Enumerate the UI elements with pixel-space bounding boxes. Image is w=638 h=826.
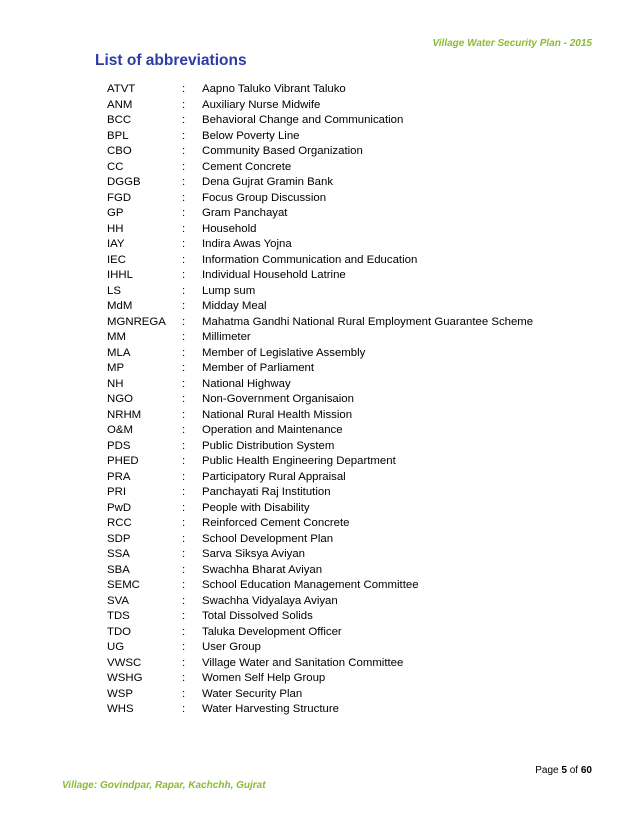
abbreviation-term: MdM	[107, 300, 133, 312]
abbreviation-term: TDS	[107, 610, 130, 622]
abbreviation-definition: Operation and Maintenance	[202, 424, 343, 436]
abbreviation-separator: :	[182, 362, 186, 374]
abbreviation-definition: Village Water and Sanitation Committee	[202, 656, 404, 669]
abbreviation-term: SVA	[107, 594, 129, 607]
abbreviation-definition: Aapno Taluko Vibrant Taluko	[202, 83, 346, 95]
abbreviation-separator: :	[182, 563, 186, 576]
abbreviation-separator: :	[182, 284, 186, 297]
abbreviation-definition: Dena Gujrat Gramin Bank	[202, 176, 334, 188]
abbreviation-term: IEC	[107, 253, 126, 266]
abbreviation-separator: :	[182, 594, 186, 607]
abbreviation-term: PRA	[107, 470, 131, 483]
abbreviation-definition: Taluka Development Officer	[202, 625, 342, 638]
abbreviation-separator: :	[182, 129, 186, 142]
abbreviation-term: IAY	[107, 238, 125, 250]
abbreviation-term: O&M	[107, 424, 133, 436]
abbreviation-separator: :	[182, 331, 186, 343]
abbreviation-definition: Below Poverty Line	[202, 129, 300, 142]
page-prefix: Page	[535, 765, 562, 776]
abbreviation-separator: :	[182, 703, 186, 715]
section-title: List of abbreviations	[95, 52, 247, 69]
abbreviation-definition: Midday Meal	[202, 300, 267, 312]
abbreviation-separator: :	[182, 641, 186, 653]
abbreviation-separator: :	[182, 532, 186, 545]
abbreviation-definition: Panchayati Raj Institution	[202, 486, 331, 498]
page-of: of	[566, 765, 581, 776]
abbreviation-definition: Water Harvesting Structure	[202, 703, 339, 715]
abbreviation-separator: :	[182, 83, 186, 95]
abbreviation-separator: :	[182, 579, 186, 591]
abbreviation-separator: :	[182, 176, 186, 188]
abbreviation-definition: School Development Plan	[202, 532, 334, 545]
abbreviation-term: MGNREGA	[107, 315, 166, 328]
abbreviation-term: SEMC	[107, 579, 140, 591]
abbreviation-term: NRHM	[107, 408, 142, 421]
abbreviation-term: PHED	[107, 455, 139, 467]
abbreviation-term: FGD	[107, 191, 132, 204]
abbreviation-term: TDO	[107, 625, 132, 638]
abbreviation-term: UG	[107, 641, 125, 653]
abbreviation-separator: :	[182, 517, 186, 529]
abbreviation-term: GP	[107, 207, 124, 219]
abbreviation-definition: People with Disability	[202, 501, 310, 514]
abbreviation-separator: :	[182, 346, 186, 359]
abbreviation-definition: Member of Parliament	[202, 362, 315, 374]
abbreviation-separator: :	[182, 114, 186, 126]
abbreviation-separator: :	[182, 300, 186, 312]
abbreviation-separator: :	[182, 238, 186, 250]
abbreviation-definition: Behavioral Change and Communication	[202, 114, 404, 126]
abbreviation-separator: :	[182, 548, 186, 560]
abbreviation-definition: Auxiliary Nurse Midwife	[202, 98, 321, 111]
abbreviation-separator: :	[182, 222, 186, 235]
abbreviation-separator: :	[182, 408, 186, 421]
abbreviation-separator: :	[182, 253, 186, 266]
abbreviation-definition: Indira Awas Yojna	[202, 238, 292, 250]
abbreviation-separator: :	[182, 145, 186, 157]
abbreviation-definition: Lump sum	[202, 284, 256, 297]
abbreviation-definition: Participatory Rural Appraisal	[202, 470, 346, 483]
abbreviation-separator: :	[182, 486, 186, 498]
abbreviation-term: WSHG	[107, 672, 143, 684]
abbreviation-definition: Information Communication and Education	[202, 253, 418, 266]
abbreviation-definition: Cement Concrete	[202, 160, 292, 173]
abbreviation-term: PwD	[107, 501, 132, 514]
abbreviation-definition: Total Dissolved Solids	[202, 610, 313, 622]
abbreviation-definition: School Education Management Committee	[202, 579, 419, 591]
abbreviation-definition: Women Self Help Group	[202, 672, 326, 684]
abbreviation-term: MP	[107, 362, 125, 374]
abbreviation-definition: User Group	[202, 641, 261, 653]
abbreviation-definition: Reinforced Cement Concrete	[202, 517, 350, 529]
abbreviation-term: RCC	[107, 517, 132, 529]
abbreviation-definition: Member of Legislative Assembly	[202, 346, 366, 359]
abbreviation-term: NGO	[107, 393, 133, 405]
abbreviation-term: ATVT	[107, 83, 136, 95]
abbreviation-definition: Millimeter	[202, 331, 251, 343]
abbreviation-definition: National Rural Health Mission	[202, 408, 353, 421]
abbreviation-separator: :	[182, 687, 186, 700]
page-total: 60	[580, 765, 592, 776]
abbreviation-term: DGGB	[107, 176, 141, 188]
abbreviation-term: IHHL	[107, 269, 133, 281]
abbreviation-term: BPL	[107, 129, 129, 142]
abbreviation-term: SBA	[107, 563, 130, 576]
abbreviation-separator: :	[182, 160, 186, 173]
abbreviation-separator: :	[182, 455, 186, 467]
abbreviation-separator: :	[182, 470, 186, 483]
page-current: 5	[561, 765, 567, 776]
abbreviation-definition: National Highway	[202, 377, 291, 390]
abbreviation-definition: Sarva Siksya Aviyan	[202, 548, 305, 560]
abbreviation-term: SSA	[107, 548, 130, 560]
abbreviation-definition: Gram Panchayat	[202, 207, 288, 219]
abbreviation-separator: :	[182, 377, 186, 390]
abbreviation-definition: Public Distribution System	[202, 439, 335, 452]
abbreviation-term: MM	[107, 331, 126, 343]
abbreviation-separator: :	[182, 269, 186, 281]
abbreviation-definition: Individual Household Latrine	[202, 269, 346, 281]
abbreviation-definition: Public Health Engineering Department	[202, 455, 396, 467]
abbreviation-definition: Water Security Plan	[202, 687, 303, 700]
abbreviation-separator: :	[182, 315, 186, 328]
abbreviation-term: PDS	[107, 439, 131, 452]
abbreviation-separator: :	[182, 625, 186, 638]
abbreviation-separator: :	[182, 672, 186, 684]
abbreviation-term: WSP	[107, 687, 133, 700]
footer-village-location: Village: Govindpar, Rapar, Kachchh, Gujrat	[62, 780, 266, 791]
abbreviation-separator: :	[182, 191, 186, 204]
abbreviation-separator: :	[182, 610, 186, 622]
abbreviation-separator: :	[182, 207, 186, 219]
abbreviation-term: ANM	[107, 98, 133, 111]
abbreviation-definition: Mahatma Gandhi National Rural Employment Guarantee Scheme	[202, 315, 534, 328]
abbreviation-separator: :	[182, 501, 186, 514]
abbreviation-separator: :	[182, 439, 186, 452]
page-number	[535, 765, 592, 776]
abbreviation-separator: :	[182, 656, 186, 669]
abbreviation-term: NH	[107, 377, 124, 390]
abbreviation-separator: :	[182, 393, 186, 405]
abbreviation-separator: :	[182, 98, 186, 111]
abbreviation-term: HH	[107, 222, 124, 235]
abbreviation-term: LS	[107, 284, 121, 297]
abbreviation-definition: Household	[202, 222, 257, 235]
abbreviation-term: PRI	[107, 486, 126, 498]
document-header-title: Village Water Security Plan - 2015	[432, 38, 592, 49]
abbreviation-definition: Non-Government Organisaion	[202, 393, 354, 405]
abbreviation-definition: Swachha Bharat Aviyan	[202, 563, 323, 576]
abbreviation-separator: :	[182, 424, 186, 436]
abbreviation-definition: Community Based Organization	[202, 145, 363, 157]
abbreviation-definition: Swachha Vidyalaya Aviyan	[202, 594, 338, 607]
abbreviation-definition: Focus Group Discussion	[202, 191, 327, 204]
abbreviation-term: VWSC	[107, 656, 142, 669]
abbreviation-term: MLA	[107, 346, 131, 359]
abbreviation-term: SDP	[107, 532, 131, 545]
abbreviation-term: WHS	[107, 703, 134, 715]
abbreviation-term: CBO	[107, 145, 132, 157]
abbreviation-term: CC	[107, 160, 124, 173]
abbreviation-term: BCC	[107, 114, 132, 126]
